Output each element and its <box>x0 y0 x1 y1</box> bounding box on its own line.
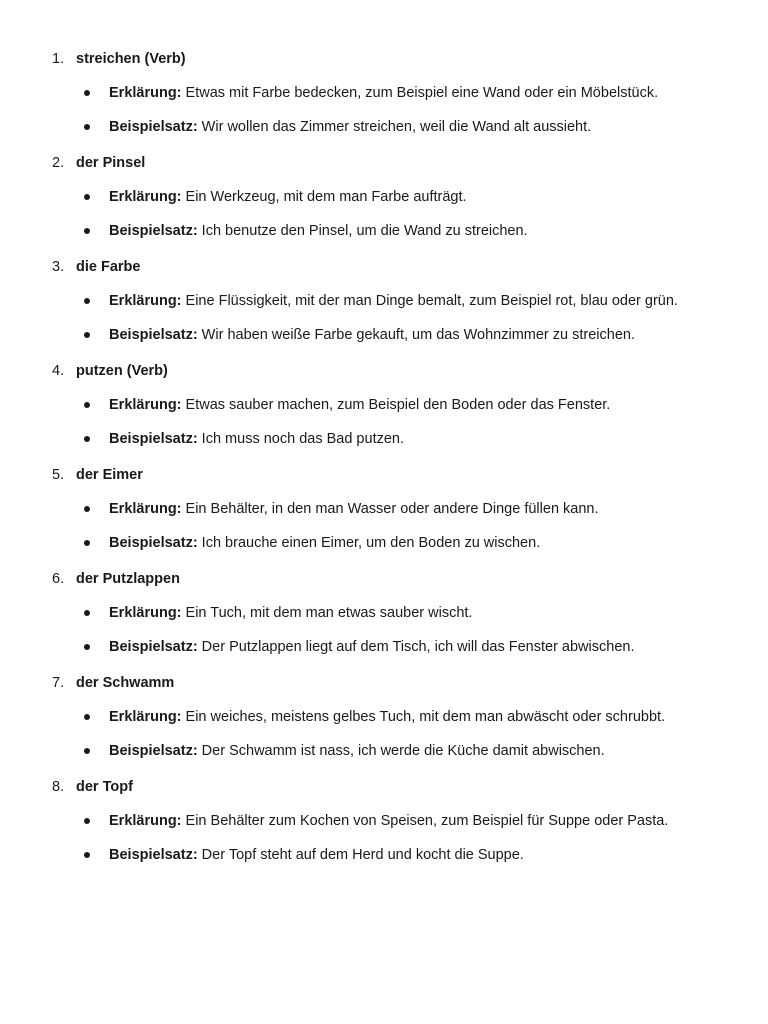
example-label: Beispielsatz: <box>109 847 198 863</box>
example-label: Beispielsatz: <box>109 431 198 447</box>
vocab-entry <box>0 465 768 569</box>
explanation-label: Erklärung: <box>109 709 182 725</box>
explanation-label: Erklärung: <box>109 189 182 205</box>
entry-number: 5. <box>52 467 65 483</box>
example-text: Ich brauche einen Eimer, um den Boden zu wischen. <box>197 535 541 551</box>
example-item <box>0 533 768 553</box>
example-item <box>0 741 768 761</box>
example-text: Ich benutze den Pinsel, um die Wand zu streichen. <box>197 223 528 239</box>
entry-number: 2. <box>52 155 65 171</box>
entry-term: der Putzlappen <box>76 571 180 587</box>
explanation-text: Eine Flüssigkeit, mit der man Dinge bemalt, zum Beispiel rot, blau oder grün. <box>181 293 678 309</box>
example-label: Beispielsatz: <box>109 327 198 343</box>
explanation-label: Erklärung: <box>109 85 182 101</box>
explanation-text: Ein weiches, meistens gelbes Tuch, mit dem man abwäscht oder schrubbt. <box>181 709 666 725</box>
explanation-label: Erklärung: <box>109 605 182 621</box>
bullet-icon <box>84 228 90 234</box>
vocab-entry <box>0 569 768 673</box>
entry-heading <box>0 569 768 589</box>
entry-number: 3. <box>52 259 65 275</box>
bullet-icon <box>84 852 90 858</box>
vocab-entry <box>0 777 768 881</box>
example-text: Ich muss noch das Bad putzen. <box>197 431 404 447</box>
example-label: Beispielsatz: <box>109 535 198 551</box>
example-item <box>0 637 768 657</box>
example-item <box>0 845 768 865</box>
explanation-item <box>0 187 768 207</box>
entry-details <box>0 83 768 137</box>
bullet-icon <box>84 436 90 442</box>
explanation-text: Etwas sauber machen, zum Beispiel den Boden oder das Fenster. <box>181 397 611 413</box>
entry-heading <box>0 49 768 69</box>
example-item <box>0 325 768 345</box>
explanation-text: Ein Behälter, in den man Wasser oder andere Dinge füllen kann. <box>181 501 599 517</box>
example-text: Wir haben weiße Farbe gekauft, um das Wohnzimmer zu streichen. <box>197 327 635 343</box>
example-label: Beispielsatz: <box>109 223 198 239</box>
entry-number: 6. <box>52 571 65 587</box>
explanation-text: Etwas mit Farbe bedecken, zum Beispiel eine Wand oder ein Möbelstück. <box>181 85 659 101</box>
entry-heading <box>0 153 768 173</box>
entry-number: 1. <box>52 51 65 67</box>
entry-heading <box>0 465 768 485</box>
bullet-icon <box>84 540 90 546</box>
bullet-icon <box>84 402 90 408</box>
explanation-text: Ein Werkzeug, mit dem man Farbe aufträgt. <box>181 189 467 205</box>
explanation-label: Erklärung: <box>109 397 182 413</box>
example-text: Wir wollen das Zimmer streichen, weil die Wand alt aussieht. <box>197 119 592 135</box>
entry-term: der Pinsel <box>76 155 146 171</box>
bullet-icon <box>84 332 90 338</box>
entry-term: streichen (Verb) <box>76 51 186 67</box>
entry-details <box>0 187 768 241</box>
example-item <box>0 117 768 137</box>
explanation-label: Erklärung: <box>109 501 182 517</box>
entry-term: der Eimer <box>76 467 143 483</box>
entry-details <box>0 499 768 553</box>
explanation-item <box>0 707 768 727</box>
entry-number: 7. <box>52 675 65 691</box>
entry-heading <box>0 257 768 277</box>
entry-term: die Farbe <box>76 259 141 275</box>
explanation-item <box>0 811 768 831</box>
entry-heading <box>0 361 768 381</box>
bullet-icon <box>84 194 90 200</box>
bullet-icon <box>84 714 90 720</box>
vocab-entry <box>0 361 768 465</box>
entry-number: 8. <box>52 779 65 795</box>
bullet-icon <box>84 748 90 754</box>
example-label: Beispielsatz: <box>109 639 198 655</box>
explanation-item <box>0 291 768 311</box>
example-label: Beispielsatz: <box>109 743 198 759</box>
explanation-item <box>0 499 768 519</box>
entry-details <box>0 707 768 761</box>
vocab-entry <box>0 49 768 153</box>
example-text: Der Schwamm ist nass, ich werde die Küche damit abwischen. <box>197 743 605 759</box>
explanation-label: Erklärung: <box>109 813 182 829</box>
explanation-text: Ein Tuch, mit dem man etwas sauber wischt. <box>181 605 473 621</box>
entry-heading <box>0 673 768 693</box>
explanation-item <box>0 83 768 103</box>
explanation-label: Erklärung: <box>109 293 182 309</box>
example-item <box>0 221 768 241</box>
explanation-text: Ein Behälter zum Kochen von Speisen, zum Beispiel für Suppe oder Pasta. <box>181 813 669 829</box>
entry-details <box>0 395 768 449</box>
example-label: Beispielsatz: <box>109 119 198 135</box>
entry-details <box>0 603 768 657</box>
vocab-entry <box>0 257 768 361</box>
explanation-item <box>0 395 768 415</box>
example-text: Der Putzlappen liegt auf dem Tisch, ich will das Fenster abwischen. <box>197 639 635 655</box>
entry-term: putzen (Verb) <box>76 363 168 379</box>
bullet-icon <box>84 90 90 96</box>
explanation-item <box>0 603 768 623</box>
example-item <box>0 429 768 449</box>
entry-term: der Topf <box>76 779 133 795</box>
example-text: Der Topf steht auf dem Herd und kocht die Suppe. <box>197 847 524 863</box>
entry-number: 4. <box>52 363 65 379</box>
bullet-icon <box>84 298 90 304</box>
entry-details <box>0 291 768 345</box>
bullet-icon <box>84 124 90 130</box>
vocab-entry <box>0 673 768 777</box>
bullet-icon <box>84 818 90 824</box>
entry-details <box>0 811 768 865</box>
entry-heading <box>0 777 768 797</box>
entry-term: der Schwamm <box>76 675 175 691</box>
vocab-entry <box>0 153 768 257</box>
bullet-icon <box>84 610 90 616</box>
bullet-icon <box>84 644 90 650</box>
bullet-icon <box>84 506 90 512</box>
